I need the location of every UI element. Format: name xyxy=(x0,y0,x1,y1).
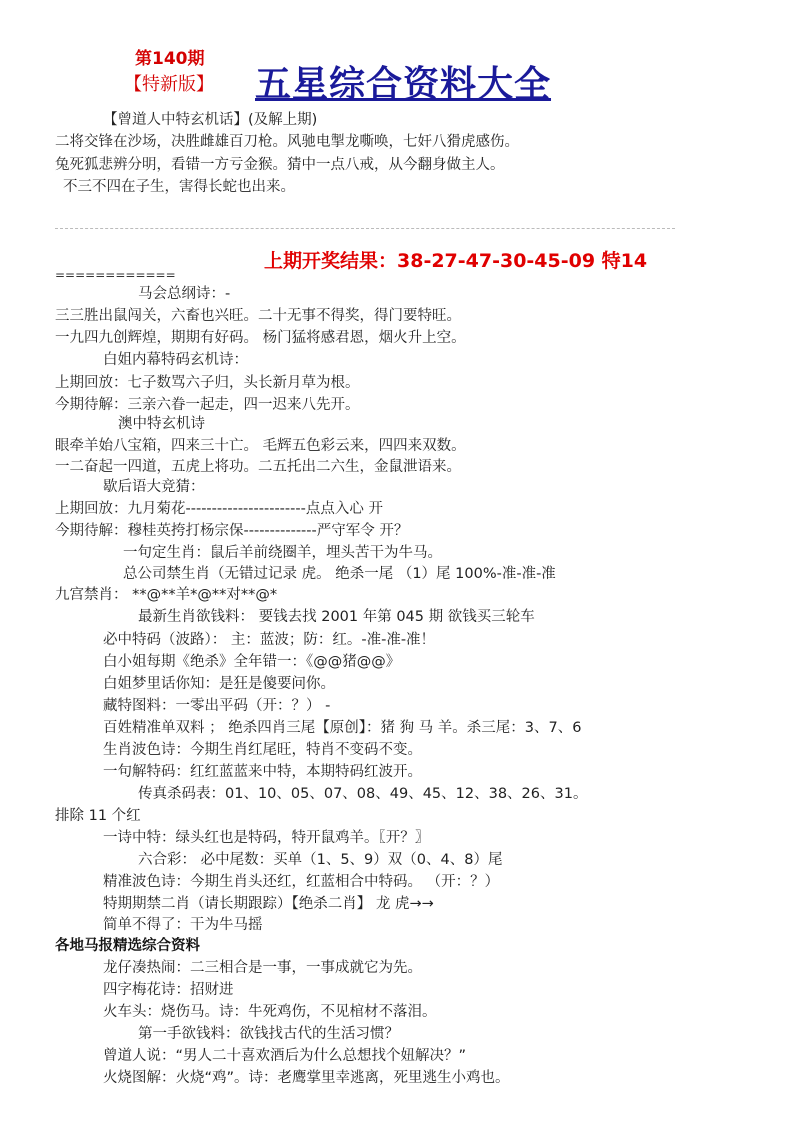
content-line: 简单不得了：干为牛马摇 xyxy=(103,917,263,933)
edition-label: 【特新版】 xyxy=(124,74,214,95)
content-line: 一诗中特：绿头红也是特码，特开鼠鸡羊。〖开？〗 xyxy=(103,830,430,846)
intro-heading: 【曾道人中特玄机话】(及解上期) xyxy=(103,112,318,128)
separator: ============ xyxy=(55,268,176,282)
content-line: 今期待解：穆桂英挎打杨宗保--------------严守军令 开？ xyxy=(55,523,409,539)
content-line: 最新生肖欲钱料： 要钱去找 2001 年第 045 期 欲钱买三轮车 xyxy=(138,609,535,625)
content-line: 上期回放：九月菊花-----------------------点点入心 开 xyxy=(55,501,383,517)
last-draw-result: 上期开奖结果：38-27-47-30-45-09 特14 xyxy=(264,250,648,272)
content-line: 百姓精准单双料 ； 绝杀四肖三尾【原创】：猪 狗 马 羊。杀三尾：3、7、6 xyxy=(103,720,582,736)
content-line: 藏特图料：一零出平码（开：？） - xyxy=(103,698,331,714)
content-line: 曾道人说：“男人二十喜欢酒后为什么总想找个妞解决？” xyxy=(103,1048,467,1064)
content-line: 九宫禁肖： **@**羊*@**对**@* xyxy=(55,587,278,603)
content-line: 马会总纲诗：- xyxy=(138,286,231,302)
content-line: 龙仔凑热闹：二三相合是一事，一事成就它为先。 xyxy=(103,960,422,976)
page-title: 五星综合资料大全 xyxy=(255,63,552,105)
content-line: 特期期禁二肖（请长期跟踪）【绝杀二肖】 龙 虎→→ xyxy=(103,896,434,912)
content-line: 火车头：烧伤马。诗：牛死鸡伤，不见棺材不落泪。 xyxy=(103,1004,437,1020)
content-line: 澳中特玄机诗 xyxy=(118,416,205,432)
content-line: 一九四九创辉煌，期期有好码。 杨门猛将感君恩，烟火升上空。 xyxy=(55,330,466,346)
content-line: 四字梅花诗：招财进 xyxy=(103,982,234,998)
intro-line: 二将交锋在沙场，决胜雌雄百刀枪。风驰电掣龙嘶唤，七奸八猾虎感伤。 xyxy=(55,134,519,150)
divider xyxy=(55,228,675,229)
content-line: 白小姐每期《绝杀》全年错一：《@@猪@@》 xyxy=(103,654,401,670)
content-line: 火烧图解：火烧“鸡”。诗：老鹰掌里幸逃离，死里逃生小鸡也。 xyxy=(103,1070,510,1086)
content-line: 六合彩： 必中尾数：买单（1、5、9）双（0、4、8）尾 xyxy=(138,852,503,868)
content-line: 眼牵羊始八宝箱，四来三十亡。 毛辉五色彩云来，四四来双数。 xyxy=(55,438,466,454)
content-line: 歇后语大竞猜： xyxy=(103,479,205,495)
content-line: 总公司禁生肖（无错过记录 虎。 绝杀一尾 （1）尾 100%-准-准-准 xyxy=(123,566,556,582)
intro-line: 兔死狐悲辨分明，看错一方亏金猴。猜中一点八戒，从今翻身做主人。 xyxy=(55,157,505,173)
content-line: 必中特码（波路）： 主：蓝波；防：红。-准-准-准！ xyxy=(103,632,436,648)
content-line: 一句解特码：红红蓝蓝来中特，本期特码红波开。 xyxy=(103,764,422,780)
content-line: 白姐梦里话你知：是狂是傻要问你。 xyxy=(103,676,335,692)
content-line: 传真杀码表：01、10、05、07、08、49、45、12、38、26、31。 xyxy=(138,786,588,802)
content-line: 白姐内幕特码玄机诗： xyxy=(103,352,248,368)
content-line: 生肖波色诗：今期生肖红尾旺，特肖不变码不变。 xyxy=(103,742,422,758)
issue-number: 第140期 xyxy=(135,49,205,69)
content-line: 一二奋起一四道，五虎上将功。二五托出二六生，金鼠泄语来。 xyxy=(55,459,461,475)
content-line: 精准波色诗：今期生肖头还红，红蓝相合中特码。 （开：？） xyxy=(103,874,500,890)
section-heading: 各地马报精选综合资料 xyxy=(55,938,200,954)
content-line: 排除 11 个红 xyxy=(55,808,141,824)
content-line: 一句定生肖：鼠后羊前绕圈羊，埋头苦干为牛马。 xyxy=(123,545,442,561)
content-line: 上期回放：七子数骂六子归，头长新月草为根。 xyxy=(55,375,360,391)
content-line: 今期待解：三亲六眷一起走，四一迟来八先开。 xyxy=(55,397,360,413)
content-line: 三三胜出鼠闯关，六畜也兴旺。二十无事不得奖，得门要特旺。 xyxy=(55,308,461,324)
intro-line: 不三不四在子生，害得长蛇也出来。 xyxy=(63,179,295,195)
content-line: 第一手欲钱料：欲钱找古代的生活习惯？ xyxy=(138,1026,399,1042)
